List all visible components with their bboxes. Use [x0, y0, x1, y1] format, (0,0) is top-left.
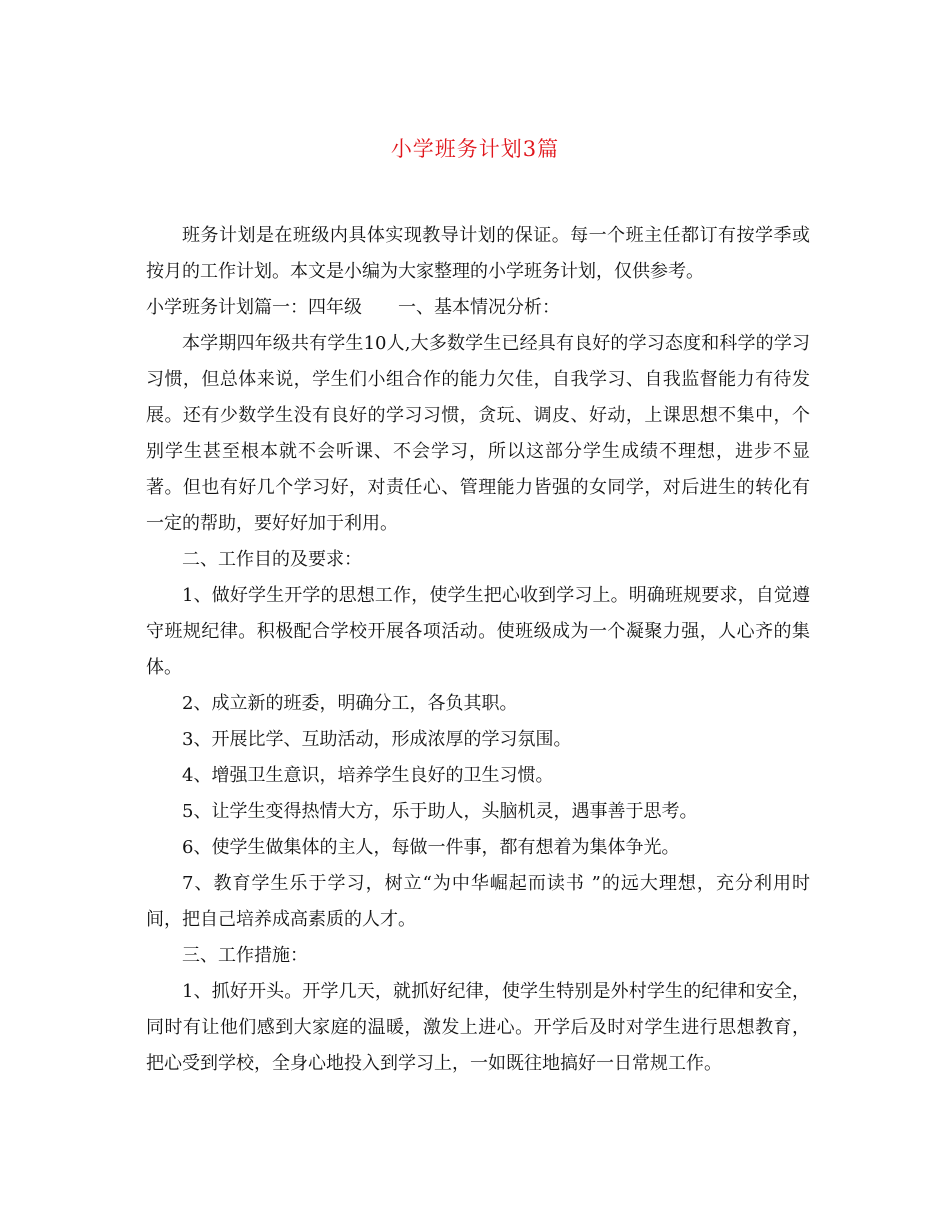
goal-item: 3、开展比学、互助活动，形成浓厚的学习氛围。: [182, 729, 572, 750]
document-body: [146, 218, 810, 1082]
goals-heading: 二、工作目的及要求：: [182, 549, 362, 570]
section-heading-line: [146, 290, 810, 326]
measures-heading: 三、工作措施：: [182, 945, 308, 966]
measure-item: 1、抓好开头。开学几天，就抓好纪律，使学生特别是外村学生的纪律和安全，同时有让他们感到大家庭的温暖，激发上进心。开学后及时对学生进行思想教育，把心受到学校，全身心地投入到学习上，一如既往地搞好一日常规工作。: [146, 981, 810, 1074]
goal-item: 1、做好学生开学的思想工作，使学生把心收到学习上。明确班规要求，自觉遵守班规纪律。积极配合学校开展各项活动。使班级成为一个凝聚力强，人心齐的集体。: [146, 585, 810, 678]
goal-item: 6、使学生做集体的主人，每做一件事，都有想着为集体争光。: [182, 837, 680, 858]
section-subheading: 一、基本情况分析：: [398, 297, 560, 318]
section-heading: 小学班务计划篇一：四年级: [146, 297, 362, 318]
analysis-paragraph: 本学期四年级共有学生10人,大多数学生已经具有良好的学习态度和科学的学习习惯，但总体来说，学生们小组合作的能力欠佳，自我学习、自我监督能力有待发展。还有少数学生没有良好的学习习惯，贪玩、调皮、好动，上课思想不集中，个别学生甚至根本就不会听课、不会学习，所以这部分学生成绩不理想，进步不显著。但也有好几个学习好，对责任心、管理能力皆强的女同学，对后进生的转化有一定的帮助，要好好加于利用。: [146, 333, 810, 534]
intro-paragraph: 班务计划是在班级内具体实现教导计划的保证。每一个班主任都订有按学季或按月的工作计划。本文是小编为大家整理的小学班务计划，仅供参考。: [146, 225, 810, 282]
goal-item: 4、增强卫生意识，培养学生良好的卫生习惯。: [182, 765, 554, 786]
document-title: 小学班务计划3篇: [390, 137, 560, 161]
goal-item: 7、教育学生乐于学习，树立“为中华崛起而读书 ”的远大理想，充分利用时间，把自己培养成高素质的人才。: [146, 873, 810, 930]
goal-item: 5、让学生变得热情大方，乐于助人，头脑机灵，遇事善于思考。: [182, 801, 698, 822]
goal-item: 2、成立新的班委，明确分工，各负其职。: [182, 693, 518, 714]
